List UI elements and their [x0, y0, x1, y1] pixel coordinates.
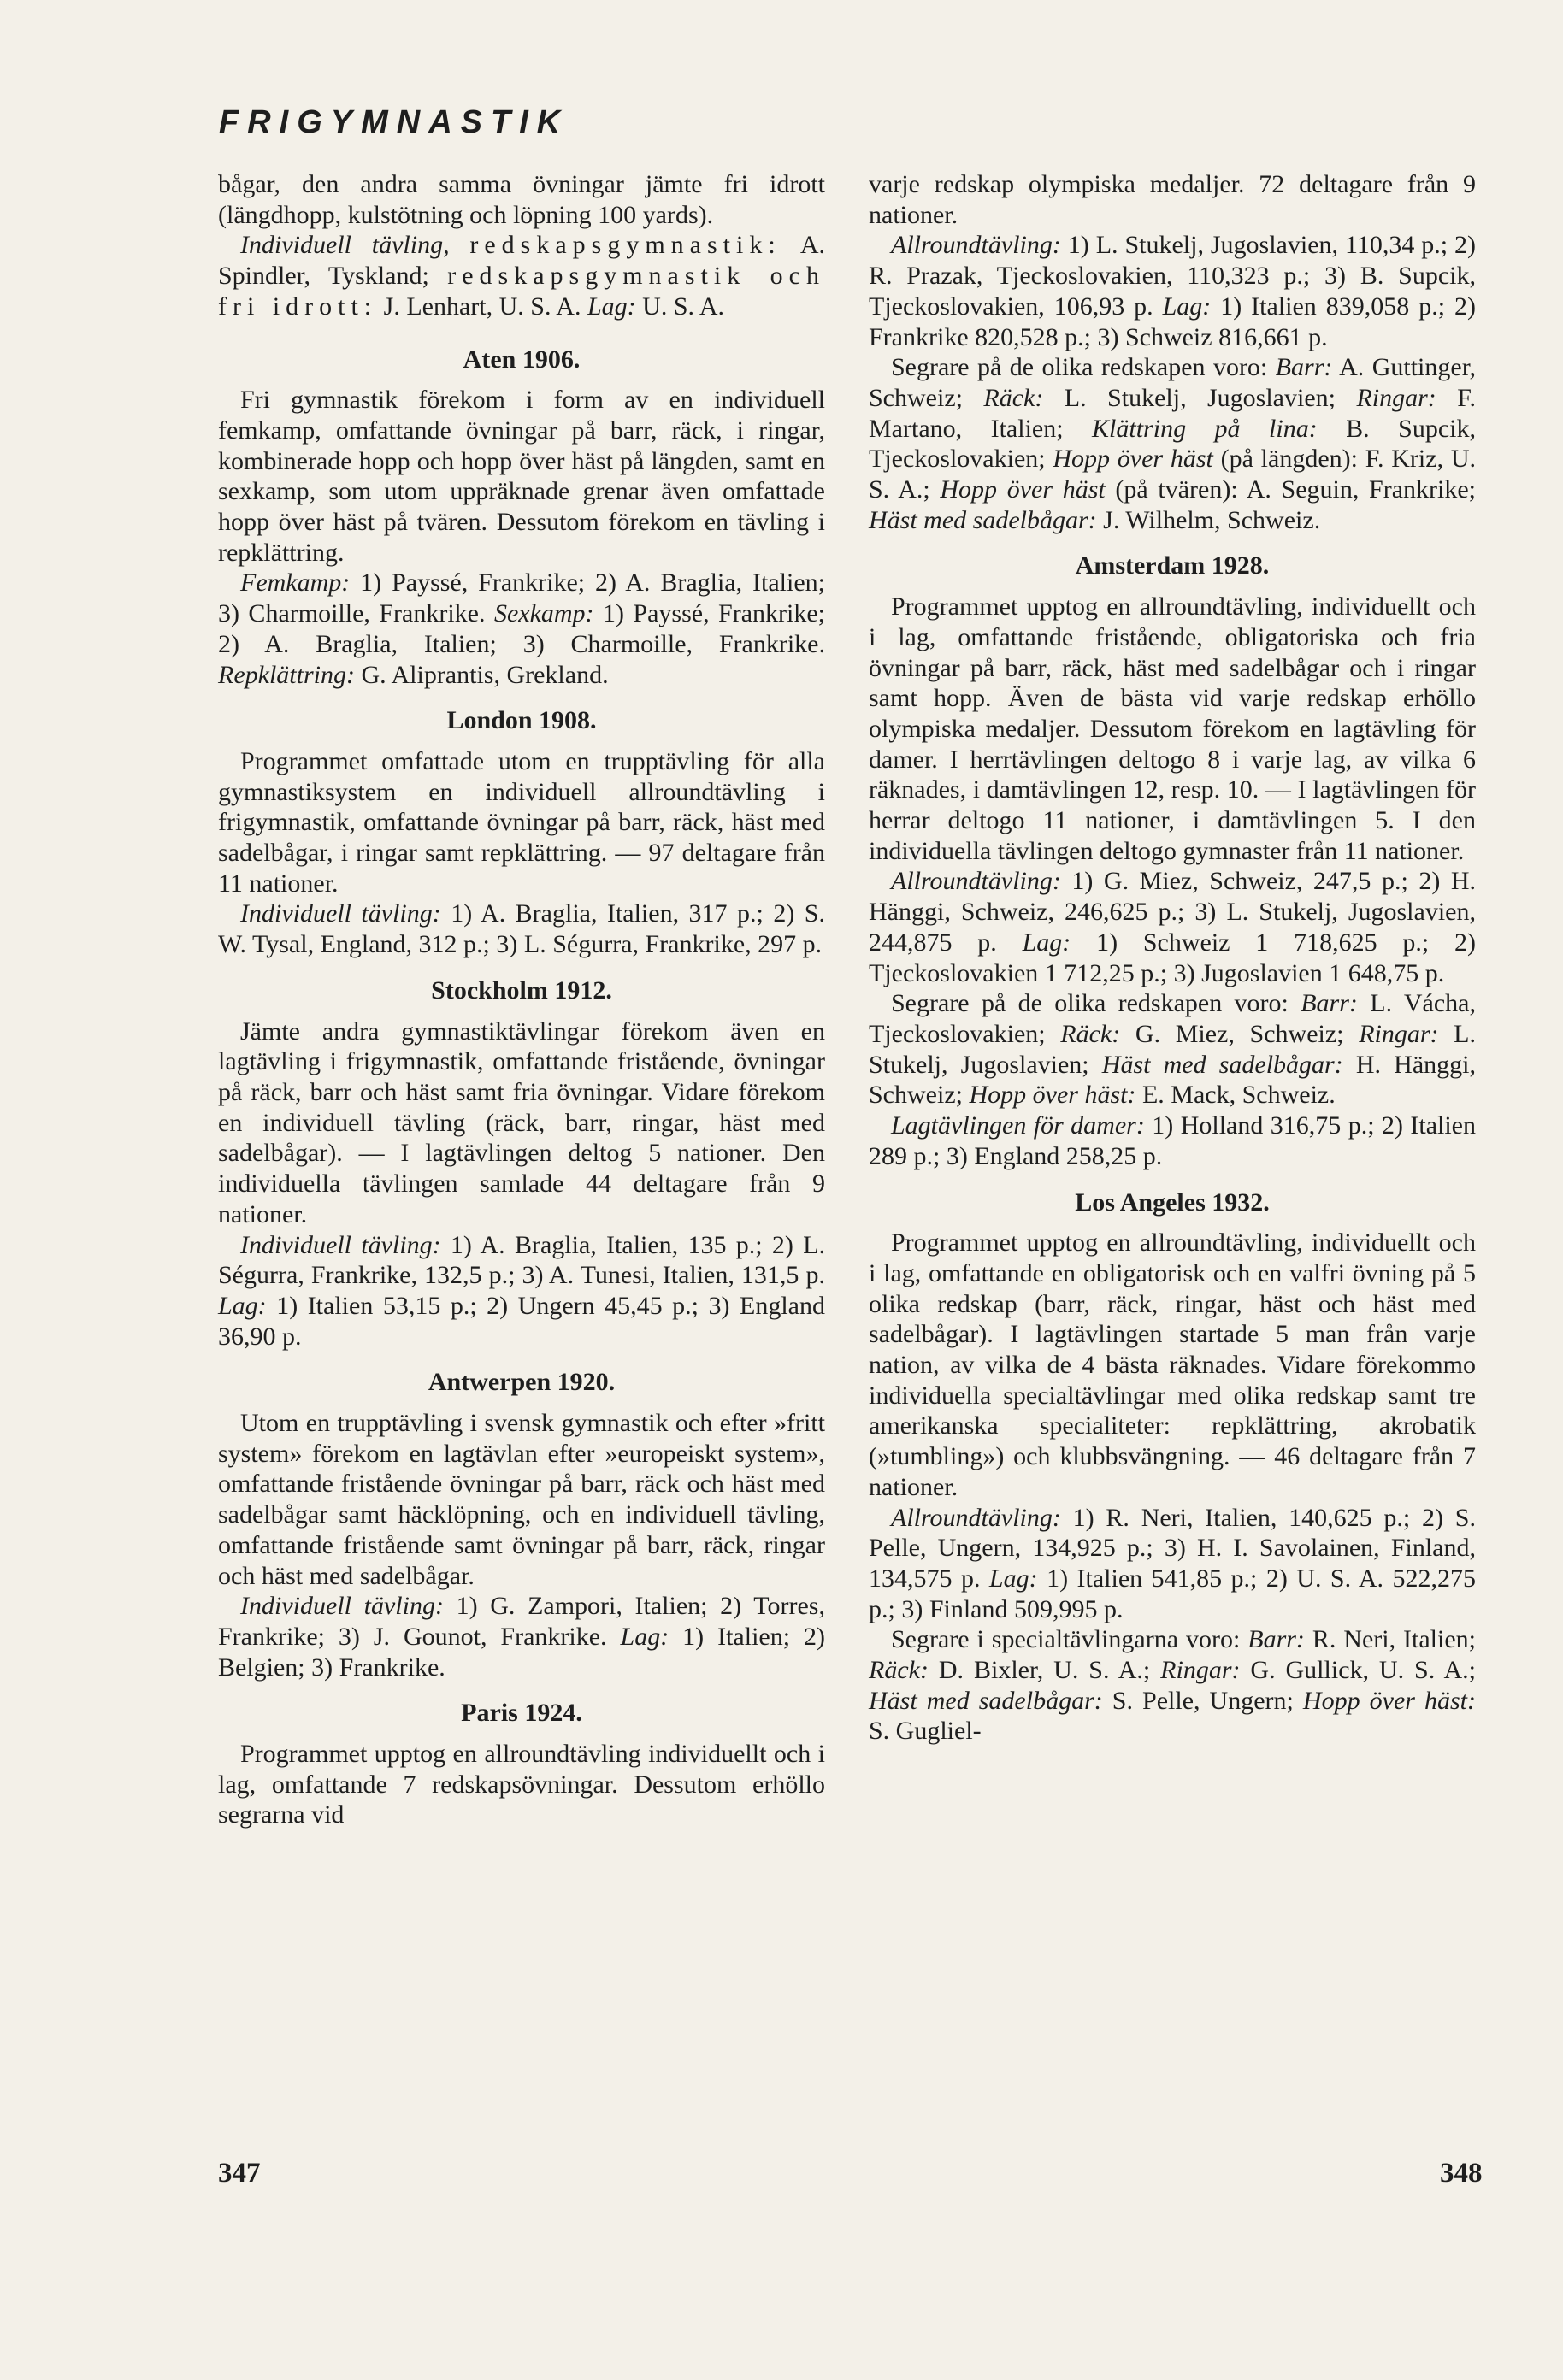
text: 1) G. Zampori, Italien; 2) Torres, Frankrike; 3) J. Gounot, Frankrike. [218, 1592, 825, 1651]
text: A. Spindler, Tyskland; [218, 231, 825, 291]
paragraph [869, 866, 1476, 988]
text: G. Miez, Schweiz; [1120, 1019, 1360, 1048]
page-number-right: 348 [1440, 2158, 1483, 2189]
right-column [869, 169, 1476, 1747]
label-italic: Repklättring: [218, 660, 355, 689]
label-italic: Individuell tävling: [240, 1592, 444, 1621]
paragraph [869, 230, 1476, 352]
label-italic: Hopp över häst: [1302, 1686, 1476, 1715]
label-italic: Hopp över häst [940, 475, 1106, 504]
label-italic: Klättring på lina: [1092, 414, 1318, 443]
text: 1) Italien 53,15 p.; 2) Ungern 45,45 p.; 3) England 36,90 p. [218, 1291, 825, 1351]
section-heading-amsterdam: Amsterdam 1928. [1075, 551, 1270, 580]
paragraph: Utom en trupptävling i svensk gymnastik och efter »fritt system» förekom en lagtävlan efter »europeiskt system», omfattande fristående övningar på barr, räck och häst med sadelbågar samt häcklöpning, och en individuell tävling, omfattande fristående samt övningar på barr, räck, ringar och häst med sadelbågar. [218, 1409, 825, 1590]
section-heading-aten: Aten 1906. [463, 345, 581, 374]
label-italic: Häst med sadelbågar: [1101, 1050, 1343, 1079]
section-heading-paris: Paris 1924. [461, 1699, 582, 1728]
text: A. Guttinger, Schweiz; [869, 353, 1476, 412]
text: 1) G. Miez, Schweiz, 247,5 p.; 2) H. Hänggi, Schweiz, 246,625 p.; 3) L. Stukelj, Jugoslavien, 244,875 p. [869, 867, 1476, 957]
text: B. Supcik, Tjeckoslovakien; [869, 414, 1476, 474]
text: 1) Holland 316,75 p.; 2) Italien 289 p.; 3) England 258,25 p. [869, 1111, 1477, 1170]
text: L. Vácha, Tjeckoslovakien; [869, 989, 1476, 1048]
label-italic: Räck: [983, 383, 1044, 412]
text: U. S. A. [635, 292, 725, 321]
text: 1) Schweiz 1 718,625 p.; 2) Tjeckoslovakien 1 712,25 p.; 3) Jugoslavien 1 648,75 p. [869, 928, 1476, 987]
label-italic: Hopp över häst: [969, 1081, 1136, 1110]
spaced-text: redskapsgymnastik och fri idrott: [218, 262, 825, 321]
label-italic: Lagtävlingen för damer: [891, 1111, 1145, 1140]
text: L. Stukelj, Jugoslavien; [869, 1019, 1477, 1079]
label-italic: Barr: [1247, 1625, 1305, 1654]
text: Segrare i specialtävlingarna voro: [891, 1625, 1248, 1654]
text: G. Gullick, U. S. A.; [1240, 1656, 1476, 1685]
label-italic: Lag: [587, 292, 636, 321]
label-italic: Individuell tävling: [240, 899, 441, 928]
paragraph: varje redskap olympiska medaljer. 72 deltagare från 9 nationer. [869, 170, 1476, 229]
paragraph: Programmet omfattade utom en trupptävling för alla gymnastiksystem en individuell allroundtävling i frigymnastik, omfattande övningar på barr, räck, häst med sadelbågar, i ringar samt repklättring. — 97 deltagare från 11 nationer. [218, 746, 825, 898]
paragraph [218, 1591, 825, 1682]
label-italic: Hopp över häst [1053, 445, 1213, 474]
paragraph [218, 230, 825, 321]
text: 1) R. Neri, Italien, 140,625 p.; 2) S. Pelle, Ungern, 134,925 p.; 3) H. I. Savolainen, Finland, 134,575 p. [869, 1503, 1476, 1593]
text: L. Stukelj, Jugoslavien; [1043, 383, 1357, 412]
text: R. Neri, Italien; [1304, 1625, 1476, 1654]
text: 1) A. Braglia, Italien, 135 p.; 2) L. Ségurra, Frankrike, 132,5 p.; 3) A. Tunesi, Italien, 131,5 p. [218, 1230, 826, 1290]
paragraph: bågar, den andra samma övningar jämte fri idrott (längdhopp, kulstötning och löpning 100 yards). [218, 170, 825, 229]
label-italic: Ringar: [1356, 383, 1436, 412]
text: Segrare på de olika redskapen voro: [891, 989, 1301, 1018]
paragraph [869, 1503, 1476, 1625]
text: E. Mack, Schweiz. [1135, 1081, 1336, 1110]
text: 1) Italien; 2) Belgien; 3) Frankrike. [218, 1622, 825, 1682]
text: Segrare på de olika redskapen voro: [891, 353, 1276, 382]
text: 1) Italien 541,85 p.; 2) U. S. A. 522,275 p.; 3) Finland 509,995 p. [869, 1564, 1477, 1623]
text: 1) L. Stukelj, Jugoslavien, 110,34 p.; 2) R. Prazak, Tjeckoslovakien, 110,323 p.; 3) B. Supcik, Tjeckoslovakien, 106,93 p. [869, 231, 1476, 321]
section-heading-antwerpen: Antwerpen 1920. [428, 1368, 616, 1397]
label-italic: Ringar: [1359, 1019, 1439, 1048]
label-italic: Lag: [1162, 292, 1212, 321]
label-italic: Lag: [1022, 928, 1071, 957]
left-column [218, 169, 825, 1830]
paragraph: Programmet upptog en allroundtävling, individuellt och i lag, omfattande en obligatorisk och en valfri övning på 5 olika redskap (barr, räck, ringar, häst och häst med sadelbågar). I lagtävlingen startade 5 man från varje nation, av vilka de 4 bästa räknades. Vidare förekommo individuella specialtävlingar med olika redskap samt tre amerikanska specialiteter: repklättring, akrobatik (»tumbling») och klubbsvängning. — 46 deltagare från 7 nationer. [869, 1228, 1476, 1501]
paragraph [218, 898, 825, 959]
page-number-left: 347 [218, 2158, 261, 2189]
label-italic: Allroundtävling: [891, 867, 1061, 896]
paragraph [869, 988, 1476, 1110]
paragraph [869, 1110, 1476, 1171]
label-italic: Allroundtävling: [891, 1503, 1061, 1532]
text: 1) Payssé, Frankrike; 2) A. Braglia, Italien; 3) Charmoille, Frankrike. [218, 568, 825, 628]
label-italic: Femkamp: [240, 568, 351, 598]
paragraph [218, 568, 825, 690]
text: F. Martano, Italien; [869, 383, 1476, 443]
label-italic: Individuell tävling, [240, 231, 450, 260]
text: H. Hänggi, Schweiz; [869, 1050, 1476, 1110]
text: J. Wilhelm, Schweiz. [1096, 505, 1321, 534]
section-heading-stockholm: Stockholm 1912. [431, 975, 612, 1004]
text: G. Aliprantis, Grekland. [354, 660, 609, 689]
text: (på tvären): A. Seguin, Frankrike; [1105, 475, 1477, 504]
paragraph [218, 1230, 825, 1352]
spaced-text: redskapsgymnastik: [469, 231, 782, 260]
text: (på längden): F. Kriz, U. S. A.; [869, 445, 1476, 504]
paragraph: Programmet upptog en allroundtävling, individuellt och i lag, omfattande fristående, obligatoriska och fria övningar på barr, räck, häst med sadelbågar och i ringar samt hopp. Även de bästa vid varje redskap erhöllo olympiska medaljer. Dessutom förekom en lagtävling för damer. I herrtävlingen deltogo 8 i varje lag, av vilka 6 räknades, i damtävlingen 12, resp. 10. — I lagtävlingen för herrar deltogo 11 nationer, i damtävlingen 5. I den individuella tävlingen deltogo gymnaster från 11 nationer. [869, 592, 1476, 865]
paragraph: Programmet upptog en allroundtävling individuellt och i lag, omfattande 7 redskapsövningar. Dessutom erhöllo segrarna vid [218, 1740, 825, 1829]
label-italic: Häst med sadelbågar: [869, 505, 1097, 534]
label-italic: Lag: [620, 1622, 669, 1651]
label-italic: Lag: [218, 1291, 267, 1320]
label-italic: Lag: [988, 1564, 1038, 1593]
running-header: FRIGYMNASTIK [219, 104, 569, 140]
label-italic: Räck: [1060, 1019, 1121, 1048]
section-heading-london: London 1908. [446, 706, 597, 735]
text: 1) Italien 839,058 p.; 2) Frankrike 820,528 p.; 3) Schweiz 816,661 p. [869, 292, 1476, 351]
paragraph: Jämte andra gymnastiktävlingar förekom även en lagtävling i frigymnastik, omfattande fristående, övningar på räck, barr och häst samt fria övningar. Vidare förekom en individuell tävling (räck, barr, ringar, häst med sadelbågar). — I lagtävlingen deltog 5 nationer. Den individuella tävlingen samlade 44 deltagare från 9 nationer. [218, 1016, 825, 1228]
text: 1) A. Braglia, Italien, 317 p.; 2) S. W. Tysal, England, 312 p.; 3) L. Ségurra, Frankrike, 297 p. [218, 899, 825, 959]
label-italic: Barr: [1275, 353, 1333, 382]
paragraph: Fri gymnastik förekom i form av en individuell femkamp, omfattande övningar på barr, räck, i ringar, kombinerade hopp och hopp över häst på längden, samt en sexkamp, som utom uppräknade grenar även omfattade hopp över häst på tvären. Dessutom förekom en tävling i repklättring. [218, 386, 825, 567]
text: J. Lenhart, U. S. A. [377, 292, 587, 321]
label-italic: Barr: [1301, 989, 1358, 1018]
label-italic: Allroundtävling: [891, 231, 1061, 260]
label-italic: Ringar: [1160, 1656, 1241, 1685]
text: S. Gugliel- [869, 1717, 982, 1746]
paragraph [869, 352, 1476, 535]
text: S. Pelle, Ungern; [1102, 1686, 1303, 1715]
paragraph [869, 1624, 1476, 1747]
label-italic: Häst med sadelbågar: [869, 1686, 1103, 1715]
label-italic: Individuell tävling: [240, 1230, 441, 1259]
label-italic: Sexkamp: [493, 599, 594, 628]
label-italic: Räck: [869, 1656, 929, 1685]
text: 1) Payssé, Frankrike; 2) A. Braglia, Italien; 3) Charmoille, Frankrike. [218, 599, 826, 658]
section-heading-los-angeles: Los Angeles 1932. [1075, 1187, 1270, 1217]
text: D. Bixler, U. S. A.; [928, 1656, 1161, 1685]
